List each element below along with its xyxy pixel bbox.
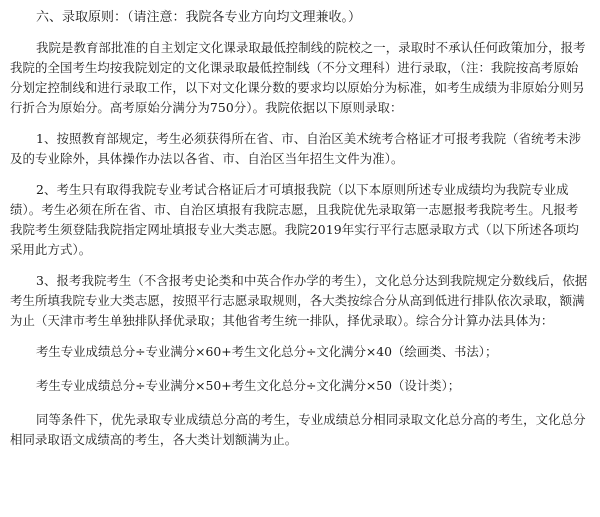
rule-3-paragraph: 3、报考我院考生（不含报考史论类和中英合作办学的考生），文化总分达到我院规定分数线后，依据考生所填我院专业大类志愿，按照平行志愿录取规则，各大类按综合分从高到低进行排队依次录取，额满为止（天津市考生单独排队择优录取；其他省考生统一排队，择优录取）。综合分计算办法具体为： bbox=[10, 273, 588, 328]
rule-1-paragraph: 1、按照教育部规定，考生必须获得所在省、市、自治区美术统考合格证才可报考我院（省统考未涉及的专业除外，具体操作办法以各省、市、自治区当年招生文件为准）。 bbox=[10, 131, 582, 166]
intro-paragraph: 我院是教育部批准的自主划定文化课录取最低控制线的院校之一，录取时不承认任何政策加分，报考我院的全国考生均按我院划定的文化课录取最低控制线（不分文理科）进行录取，（注：我院按高考原始分划定控制线和进行录取工作，以下对文化课分数的要求均以原始分为标准，如考生成绩为非原始分则另行折合为原始分。高考原始分满分为750分）。我院依据以下原则录取： bbox=[10, 40, 586, 115]
formula-painting-calligraphy: 考生专业成绩总分÷专业满分×60+考生文化总分÷文化满分×40（绘画类、书法）； bbox=[36, 344, 498, 359]
rule-2-paragraph: 2、考生只有取得我院专业考试合格证后才可填报我院（以下本原则所述专业成绩均为我院专业成绩）。考生必须在所在省、市、自治区填报有我院志愿，且我院优先录取第一志愿报考我院考生。凡报考我院考生须登陆我院指定网址填报专业大类志愿。我院2019年实行平行志愿录取方式（以下所述各项均采用此方式）。 bbox=[10, 182, 580, 257]
section-heading: 六、录取原则：（请注意：我院各专业方向均文理兼收。） bbox=[36, 10, 362, 25]
closing-paragraph: 同等条件下，优先录取专业成绩总分高的考生，专业成绩总分相同录取文化总分高的考生，文化总分相同录取语文成绩高的考生，各大类计划额满为止。 bbox=[10, 412, 586, 447]
formula-design: 考生专业成绩总分÷专业满分×50+考生文化总分÷文化满分×50（设计类）； bbox=[36, 378, 461, 393]
